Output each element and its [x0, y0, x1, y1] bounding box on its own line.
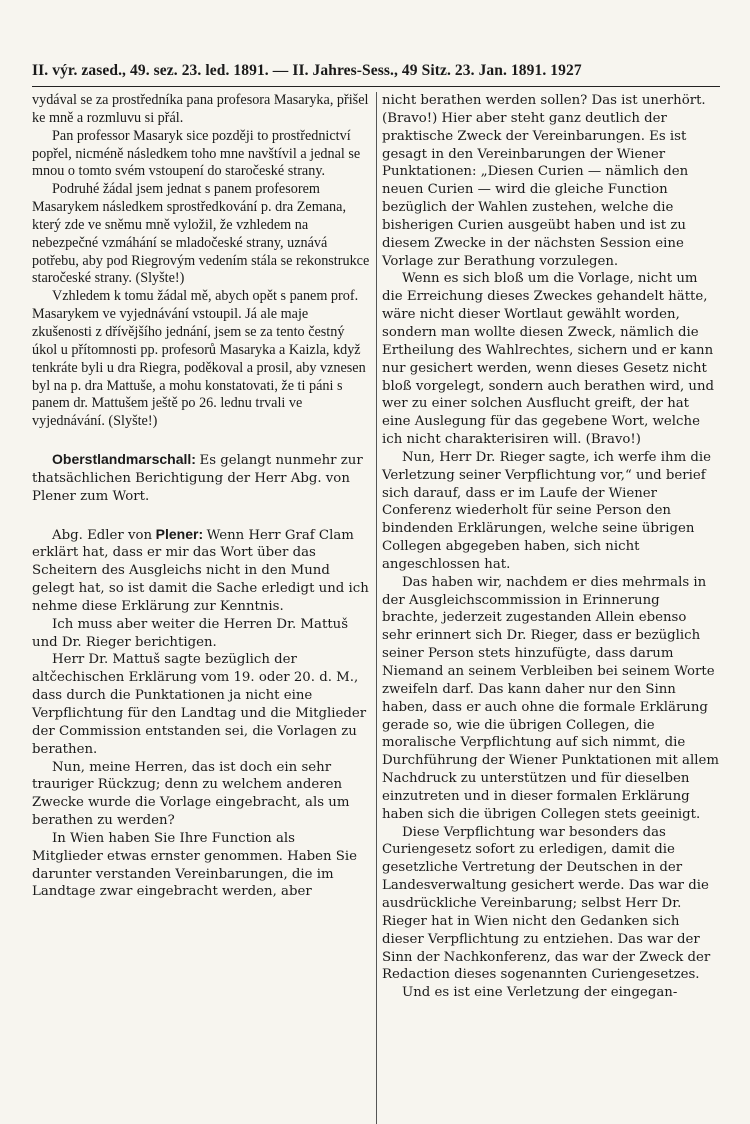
plener-statement: [32, 526, 370, 616]
plener-text: Wenn Herr Graf Clam erklärt hat, dass er mir das Wort über das Scheitern des Ausgleichs nicht in den Mund gelegt hat, so ist damit die Sache erledigt und ich nehme diese Erklärung zur Kenntnis.: [32, 527, 369, 614]
oberst-statement: [32, 451, 370, 506]
czech-paragraph-3: Podruhé žádal jsem jednat s panem profesorem Masarykem následkem sprostředkování p. dra Zemana, který zde ve sněmu mně vyložil, že vzhledem na nebezpečné vzmáhání se mladočeské strany, uznává potřebu, aby pod Riegrovým vedením stála se rekonstrukce staročeské strany. (Slyšte!): [32, 181, 370, 287]
right-paragraph-3: Nun, Herr Dr. Rieger sagte, ich werfe ihm die Verletzung seiner Verpflichtung vor,“ und berief sich darauf, dass er im Laufe der Wiener Conferenz wiederholt für seine Person den bindenden Erklärungen, welche seine übrigen Collegen abgegeben haben, sich nicht angeschlossen hat.: [382, 449, 712, 572]
czech-paragraph-4: Vzhledem k tomu žádal mě, abych opět s panem prof. Masarykem ve vyjednávání vstoupil. Já ale maje zkušenosti z dřívějšího jednání, jsem se za tento čestný úkol u přítomnosti pp. profesorů Masaryka a Kaizla, když tenkráte byli u dra Riegra, poděkoval a prosil, aby vznesen byl na p. dra Mattuše, a mohu konstatovati, že ti páni s panem dr. Mattušem ještě po 26. lednu trvali ve vyjednávání. (Slyšte!): [32, 288, 366, 430]
right-paragraph-2: Wenn es sich bloß um die Vorlage, nicht um die Erreichung dieses Zweckes gehandelt hätte, wäre nicht dieser Wortlaut gewählt worden, sondern man wollte diesen Zweck, nämlich die Ertheilung des Wahlrechtes, sichern und er kann nur gesichert werden, wenn dieses Gesetz nicht bloß vorgelegt, sondern auch berathen wird, und wer zu einer solchen Ausflucht greift, der hat eine Auslegung für das gegebene Wort, welche ich nicht charakterisiren will. (Bravo!): [382, 271, 715, 448]
german-paragraph-4: In Wien haben Sie Ihre Function als Mitglieder etwas ernster genommen. Haben Sie darunter verstanden Vereinbarungen, die im Landtage zwar eingebracht werden, aber: [32, 830, 358, 900]
column-divider: [376, 92, 377, 1124]
plener-prefix: Abg. Edler von: [52, 527, 153, 543]
czech-paragraph-1: vydával se za prostředníka pana profesora Masaryka, přišel ke mně a rozmluvu si přál.: [32, 92, 369, 126]
german-paragraph-1: Ich muss aber weiter die Herren Dr. Mattuš und Dr. Rieger berichtigen.: [32, 616, 349, 650]
speaker-name-plener: Plener:: [155, 525, 204, 542]
czech-paragraph-2: Pan professor Masaryk sice později to prostřednictví popřel, nicméně následkem toho mne navštívil a jednal se mnou o tomto svém vstoupení do staročeské strany.: [32, 127, 361, 180]
right-paragraph-4: Das haben wir, nachdem er dies mehrmals in der Ausgleichscommission in Erinnerung brachte, jederzeit zugestanden Allein ebenso sehr erinnert sich Dr. Rieger, dass er bezüglich seiner Person stets hinzufügte, dass darum Niemand an seinem Verbleiben bei seinem Worte zweifeln darf. Das kann daher nur den Sinn haben, dass er auch ohne die formale Erklärung gerade so, wie die übrigen Collegen, die moralische Verpflichtung auf sich nimmt, die Durchführung der Wiener Punktationen mit allem Nachdruck zu unterstützen und für dieselben einzutreten und in dieser formalen Erklärung haben sich die übrigen Collegen stets geeinigt.: [382, 574, 719, 822]
oberst-text: Es gelangt nunmehr zur thatsächlichen Berichtigung der Herr Abg. von Plener zum Wort.: [32, 453, 363, 504]
right-paragraph-5: Diese Verpflichtung war besonders das Curiengesetz sofort zu erledigen, damit die gesetzliche Vertretung der Deutschen in der Landesverwaltung gesichert werde. Das war die ausdrückliche Vereinbarung; selbst Herr Dr. Rieger hat in Wien nicht den Gedanken sich dieser Verpflichtung zu entziehen. Das war der Sinn der Nachkonferenz, das war der Zweck der Redaction dieses sogenannten Curiengesetzes.: [382, 824, 711, 983]
speaker-name-oberstlandmarschall: Oberstlandmarschall:: [52, 451, 196, 468]
page-header: II. výr. zased., 49. sez. 23. led. 1891. — II. Jahres-Sess., 49 Sitz. 23. Jan. 1891. 1927: [32, 62, 582, 79]
left-column: [32, 92, 370, 1124]
header-rule: [32, 86, 720, 87]
right-column: [382, 92, 720, 1124]
german-paragraph-2: Herr Dr. Mattuš sagte bezüglich der altčechischen Erklärung vom 19. oder 20. d. M., dass durch die Punktationen ja nicht eine Verpflichtung für den Landtag und die Mitglieder der Commission entstanden sei, die Vorlagen zu berathen.: [32, 652, 367, 757]
right-paragraph-1: nicht berathen werden sollen? Das ist unerhört. (Bravo!) Hier aber steht ganz deutlich der praktische Zweck der Vereinbarungen. Es ist gesagt in den Vereinbarungen der Wiener Punktationen: „Diesen Curien — nämlich den neuen Curien — wird die gleiche Function bezüglich der Wahlen zustehen, welche die bisherigen Curien ausgeübt haben und ist zu diesem Zwecke in der nächsten Session eine Vorlage zur Berathung vorzulegen.: [382, 93, 706, 269]
right-paragraph-6: Und es ist eine Verletzung der eingegan-: [402, 985, 678, 1001]
german-paragraph-3: Nun, meine Herren, das ist doch ein sehr trauriger Rückzug; denn zu welchem anderen Zwecke wurde die Vorlage eingebracht, als um berathen zu werden?: [32, 759, 350, 829]
